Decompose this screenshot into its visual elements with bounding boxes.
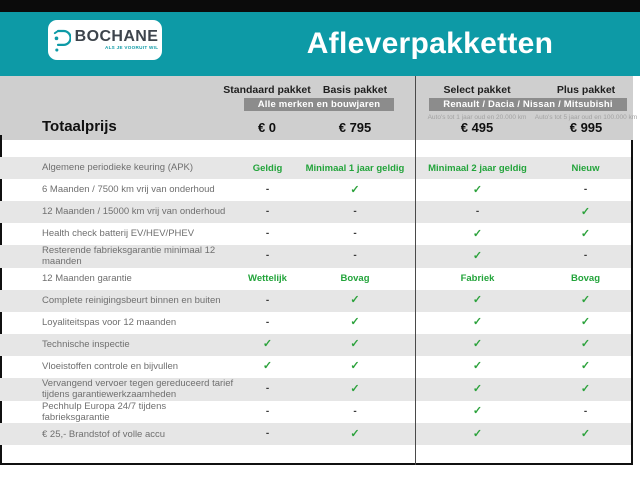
check-icon: ✓ (262, 360, 273, 373)
package-header-basis: Basis pakket (322, 84, 388, 96)
row-label: 12 Maanden / 15000 km vrij van onderhoud (42, 206, 226, 218)
check-icon: ✓ (262, 338, 273, 351)
check-icon: ✓ (580, 294, 591, 307)
table-row (0, 290, 631, 312)
check-icon: ✓ (350, 294, 360, 307)
table-row (0, 378, 631, 401)
row-label: Vloeistoffen controle en bijvullen (42, 361, 179, 373)
table-row (0, 268, 631, 290)
dash-icon: - (583, 184, 588, 195)
check-icon: ✓ (472, 382, 483, 395)
total-price-label: Totaalprijs (42, 118, 117, 135)
feature-rows (0, 140, 633, 465)
package-header-plus: Plus pakket (556, 84, 616, 96)
value-text: Fabriek (460, 273, 495, 285)
table-row (0, 401, 631, 424)
check-icon: ✓ (472, 294, 483, 307)
top-black-bar (0, 0, 640, 12)
check-icon: ✓ (472, 360, 483, 373)
check-icon: ✓ (350, 338, 360, 351)
check-icon: ✓ (472, 338, 483, 351)
row-label: Technische inspectie (42, 339, 130, 351)
badge-renault-dacia-nissan-mitsubishi: Renault / Dacia / Nissan / Mitsubishi (429, 98, 627, 111)
brand-tagline: ALS JE VOORUIT WIL (104, 45, 159, 51)
dash-icon: - (353, 250, 357, 262)
row-label: 12 Maanden garantie (42, 273, 132, 285)
check-icon: ✓ (472, 405, 483, 418)
dash-icon: - (265, 184, 270, 195)
badge-all-brands: Alle merken en bouwjaren (244, 98, 394, 111)
check-icon: ✓ (580, 427, 591, 440)
price-select: € 495 (460, 120, 494, 135)
price-standaard: € 0 (257, 120, 277, 135)
value-text: Bovag (570, 273, 601, 285)
value-text: Minimaal 1 jaar geldig (305, 162, 405, 174)
row-label: Pechhulp Europa 24/7 tijdens fabrieksgarantie (42, 400, 167, 423)
value-text: Geldig (252, 162, 283, 174)
check-icon: ✓ (580, 360, 591, 373)
header-band (0, 12, 640, 76)
row-label: 6 Maanden / 7500 km vrij van onderhoud (42, 184, 215, 196)
dash-icon: - (353, 405, 357, 417)
page-title: Afleverpakketten (306, 27, 554, 60)
table-row (0, 201, 631, 223)
table-row (0, 356, 631, 378)
check-icon: ✓ (580, 205, 591, 218)
table-row (0, 223, 631, 245)
table-row (0, 245, 631, 268)
value-text: Wettelijk (248, 273, 287, 285)
dash-icon: - (475, 206, 480, 217)
dash-icon: - (353, 228, 357, 239)
package-header-standaard: Standaard pakket (223, 84, 311, 96)
row-label: Loyaliteitspas voor 12 maanden (42, 317, 177, 329)
logo-text (75, 29, 159, 51)
row-label: Health check batterij EV/HEV/PHEV (42, 228, 195, 240)
check-icon: ✓ (472, 427, 483, 440)
table-row (0, 334, 631, 356)
check-icon: ✓ (580, 382, 591, 395)
check-icon: ✓ (580, 316, 591, 329)
comparison-table (0, 76, 638, 465)
check-icon: ✓ (472, 316, 483, 329)
row-label: Vervangend vervoer tegen gereduceerd tarief tijdens garantiewerkzaamheden (42, 377, 234, 401)
value-text: Nieuw (571, 162, 600, 174)
dash-icon: - (265, 316, 270, 328)
row-label: Resterende fabrieksgarantie minimaal 12 maanden (42, 245, 216, 268)
dash-icon: - (353, 206, 357, 217)
check-icon: ✓ (472, 183, 483, 196)
brand-name: BOCHANE (74, 27, 159, 45)
note-select-eligibility: Auto's tot 1 jaar oud en 20.000 km (427, 114, 527, 121)
table-row (0, 312, 631, 334)
check-icon: ✓ (580, 338, 591, 351)
table-row (0, 157, 631, 179)
row-label: € 25,- Brandstof of volle accu (42, 428, 166, 440)
check-icon: ✓ (580, 227, 591, 240)
dash-icon: - (265, 250, 270, 262)
dash-icon: - (265, 383, 270, 395)
check-icon: ✓ (350, 360, 360, 373)
dash-icon: - (265, 228, 270, 239)
vertical-divider (415, 76, 416, 465)
note-plus-eligibility: Auto's tot 5 jaar oud en 100.000 km (534, 114, 638, 121)
package-header-select: Select pakket (443, 84, 511, 96)
dash-icon: - (265, 206, 270, 217)
price-plus: € 995 (569, 120, 603, 135)
dash-icon: - (583, 405, 588, 417)
check-icon: ✓ (350, 427, 360, 440)
header-spacer (0, 140, 631, 157)
row-label: Complete reinigingsbeurt binnen en buiten (42, 295, 221, 307)
dash-icon: - (265, 294, 270, 306)
dash-icon: - (265, 405, 270, 417)
check-icon: ✓ (350, 316, 360, 329)
bochane-logo-icon (52, 27, 71, 54)
table-row (0, 423, 631, 445)
bochane-logo (48, 20, 162, 60)
dash-icon: - (265, 428, 270, 440)
check-icon: ✓ (350, 183, 360, 196)
dash-icon: - (583, 250, 588, 262)
price-basis: € 795 (338, 120, 372, 135)
value-text: Minimaal 2 jaar geldig (428, 162, 527, 174)
row-label: Algemene periodieke keuring (APK) (42, 162, 194, 174)
value-text: Bovag (340, 273, 370, 285)
check-icon: ✓ (350, 382, 360, 395)
table-row (0, 179, 631, 201)
check-icon: ✓ (472, 249, 483, 262)
check-icon: ✓ (472, 227, 483, 240)
package-header-section (0, 76, 638, 140)
